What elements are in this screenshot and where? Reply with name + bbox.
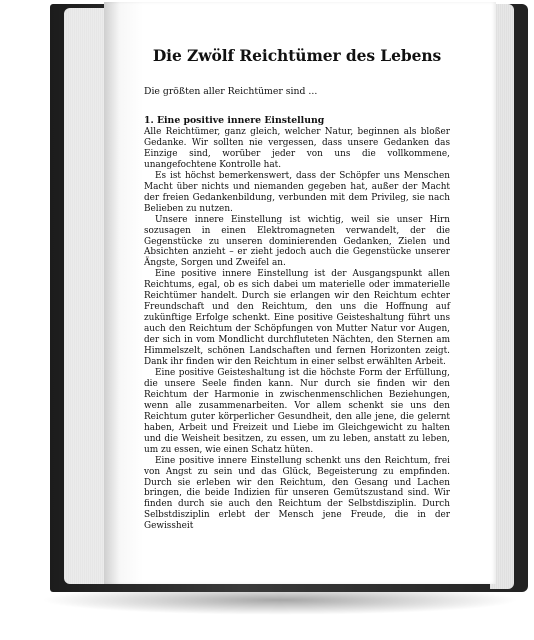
paragraph-3: Unsere innere Einstellung ist wichtig, weil sie unser Hirn sozusagen in einen Elektromagneten verwandelt, der die Gegenstücke zu unseren dominierenden Gedanken, Zielen und Absichten anzieht – er zieht jedoch auch die Gegenstücke unserer Ängste, Sorgen und Zweifel an.: [144, 214, 450, 269]
intro-line: Die größten aller Reichtümer sind ...: [144, 86, 318, 97]
page-title: Die Zwölf Reichtümer des Lebens: [152, 46, 442, 65]
paragraph-1: Alle Reichtümer, ganz gleich, welcher Natur, beginnen als bloßer Gedanke. Wir sollten nie vergessen, dass unsere Gedanken das Einzige sind, worüber jeder von uns die vollkommene, unangefochtene Kontrolle hat.: [144, 127, 450, 170]
page-content: [144, 46, 450, 532]
paragraph-5: Eine positive Geisteshaltung ist die höchste Form der Erfüllung, die unsere Seele finden kann. Nur durch sie finden wir den Reichtum der Harmonie in zwischenmenschlichen Beziehungen, wenn alle zusammenarbeiten. Vor allem schenkt sie uns den Reichtum guter körperlicher Gesundheit, den alle jene, die gelernt haben, Arbeit und Freizeit und Liebe im Gleichgewicht zu halten und die Weisheit besitzen, zu essen, um zu leben, anstatt zu leben, um zu essen, wie einen Schatz hüten.: [144, 367, 450, 455]
paragraph-4: Eine positive innere Einstellung ist der Ausgangspunkt allen Reichtums, egal, ob es sich dabei um materielle oder immaterielle Reichtümer handelt. Durch sie erlangen wir den Reichtum echter Freundschaft und den Reichtum, den uns die Hoffnung auf zukünftige Erfolge schenkt. Eine positive Geisteshaltung führt uns auch den Reichtum der Schöpfungen von Mutter Natur vor Augen, der sich in vom Mondlicht durchfluteten Nächten, den Sternen am Himmelszelt, schönen Landschaften und fernen Horizonten zeigt. Dank ihr finden wir den Reichtum in einer selbst erwählten Arbeit.: [144, 269, 450, 368]
section-heading: 1. Eine positive innere Einstellung: [144, 115, 325, 126]
paragraph-6: Eine positive innere Einstellung schenkt uns den Reichtum, frei von Angst zu sein und das Glück, Begeisterung zu empfinden. Durch sie erleben wir den Reichtum, den Gesang und Lachen bringen, die beide Indizien für unseren Gemütszustand sind. Wir finden durch sie auch den Reichtum der Selbstdisziplin. Durch Selbstdisziplin erlebt der Mensch jene Freude, die in der Gewissheit: [144, 455, 450, 532]
book-page: [104, 2, 496, 584]
paragraph-2: Es ist höchst bemerkenswert, dass der Schöpfer uns Menschen Macht über nichts und niemanden gegeben hat, außer der Macht der freien Gedankenbildung, verbunden mit dem Privileg, sie nach Belieben zu nutzen.: [144, 170, 450, 214]
